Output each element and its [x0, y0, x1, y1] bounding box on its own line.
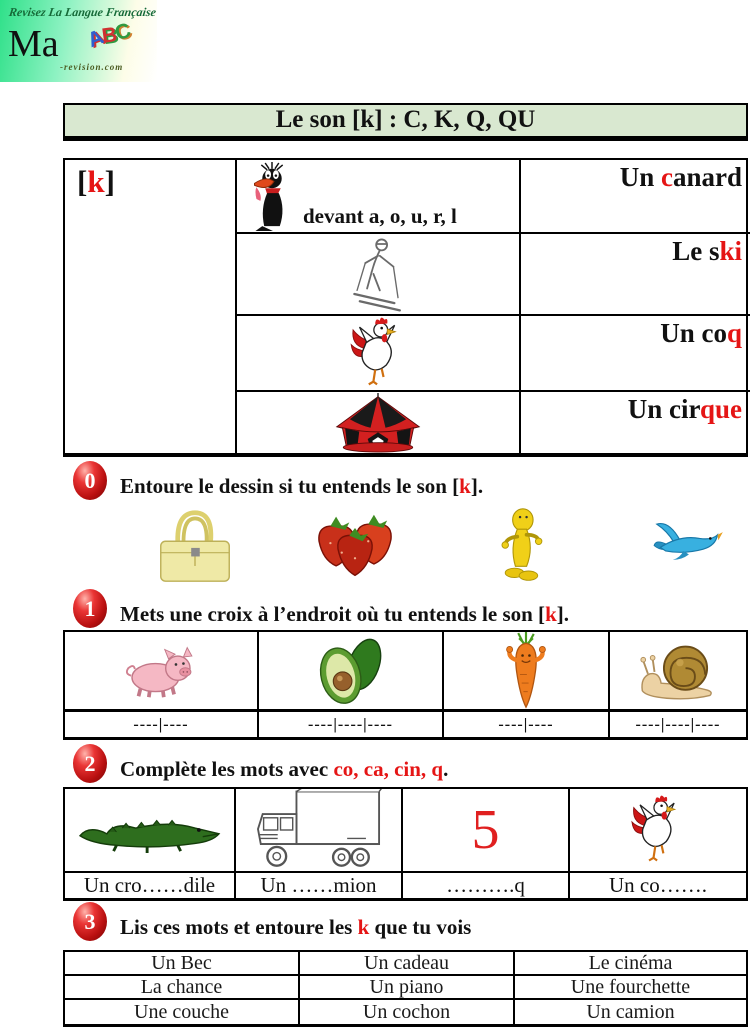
exercise-3-heading: [73, 902, 471, 941]
exercise-3-table: [63, 950, 748, 1027]
chick-icon[interactable]: [495, 505, 547, 585]
word-cell[interactable]: Le cinéma: [515, 952, 746, 976]
word-canard: Un canard: [521, 160, 750, 234]
five-cell: [403, 789, 570, 873]
word-coq: Un coq: [521, 316, 750, 392]
exercise-2-heading: [73, 744, 448, 783]
rule-note: devant a, o, u, r, l: [303, 204, 457, 228]
logo-domain: -revision.com: [60, 62, 124, 72]
answer-crocodile[interactable]: Un cro……dile: [65, 873, 236, 898]
carrot-cell: [444, 632, 610, 712]
exercise-0-badge: 0: [73, 461, 107, 500]
exercise-3-title: Lis ces mots et entoure les k que tu vois: [120, 915, 472, 939]
sound-table: [63, 158, 748, 457]
avocado-cell: [259, 632, 444, 712]
sound-row-cirque-image: [237, 392, 521, 453]
page-title: Le son [k] : C, K, Q, QU: [63, 103, 748, 141]
carrot-icon: [501, 632, 551, 712]
word-cell[interactable]: Un piano: [300, 976, 515, 1000]
answer-camion[interactable]: Un ……mion: [236, 873, 403, 898]
rooster-icon: [349, 317, 407, 389]
exercise-3-badge: 3: [73, 902, 107, 941]
word-cell[interactable]: Un Bec: [65, 952, 300, 976]
syllable-cell-avocado[interactable]: ----|----|----: [259, 712, 444, 737]
word-cell[interactable]: Un camion: [586, 1000, 675, 1023]
avocado-icon: [310, 632, 392, 710]
syllable-cell-snail[interactable]: ----|----|----: [635, 715, 721, 733]
exercise-1-badge: 1: [73, 589, 107, 628]
handbag-icon[interactable]: [151, 507, 239, 585]
syllable-cell-carrot[interactable]: ----|----: [444, 712, 610, 737]
sound-row-coq-image: [237, 316, 521, 392]
word-cell[interactable]: Une fourchette: [515, 976, 746, 1000]
duck-cartoon-icon: [242, 162, 302, 232]
sound-row-ski-image: [237, 234, 521, 316]
exercise-2-table: [63, 787, 748, 901]
skier-icon: [343, 234, 413, 314]
truck-icon: [253, 789, 385, 873]
word-cell[interactable]: Un cochon: [300, 1000, 515, 1024]
abc-letters-icon: ABC: [84, 18, 134, 53]
sound-row-canard-image: [237, 160, 521, 234]
answer-cinq[interactable]: ……….q: [403, 873, 570, 898]
strawberries-icon[interactable]: [301, 511, 409, 581]
pig-cell: [65, 632, 259, 712]
rooster2-cell: [570, 789, 746, 873]
exercise-0-heading: [73, 461, 483, 500]
exercise-0-title: Entoure le dessin si tu entends le son [k].: [120, 474, 484, 498]
snail-cell: [610, 632, 746, 712]
exercise-0-pictures: [63, 503, 748, 587]
pig-icon: [123, 642, 199, 700]
phoneme-label: [k]: [65, 160, 237, 453]
word-cell[interactable]: Une couche: [65, 1000, 300, 1024]
bird-icon[interactable]: [651, 517, 725, 567]
crocodile-icon: [77, 807, 223, 853]
exercise-2-title: Complète les mots avec co, ca, cin, q.: [120, 757, 449, 781]
word-cell[interactable]: La chance: [65, 976, 300, 1000]
exercise-2-badge: 2: [73, 744, 107, 783]
answer-coq[interactable]: Un co…….: [609, 873, 707, 897]
syllable-cell-pig[interactable]: ----|----: [65, 712, 259, 737]
logo-brand: Ma: [8, 23, 59, 65]
circus-tent-icon: [329, 393, 427, 453]
snail-icon: [636, 640, 720, 702]
logo-tagline: Revisez La Langue Française: [8, 5, 158, 19]
truck-cell: [236, 789, 403, 873]
word-cirque: Un cirque: [627, 394, 742, 424]
word-ski: Le ski: [521, 234, 750, 316]
rooster-icon: [630, 795, 686, 865]
crocodile-cell: [65, 789, 236, 873]
exercise-1-heading: [73, 589, 569, 628]
five-icon: 5: [471, 799, 500, 861]
site-logo: [0, 0, 157, 82]
word-cell[interactable]: Un cadeau: [300, 952, 515, 976]
exercise-1-title: Mets une croix à l’endroit où tu entends le son [k].: [120, 602, 569, 626]
exercise-1-table: [63, 630, 748, 740]
